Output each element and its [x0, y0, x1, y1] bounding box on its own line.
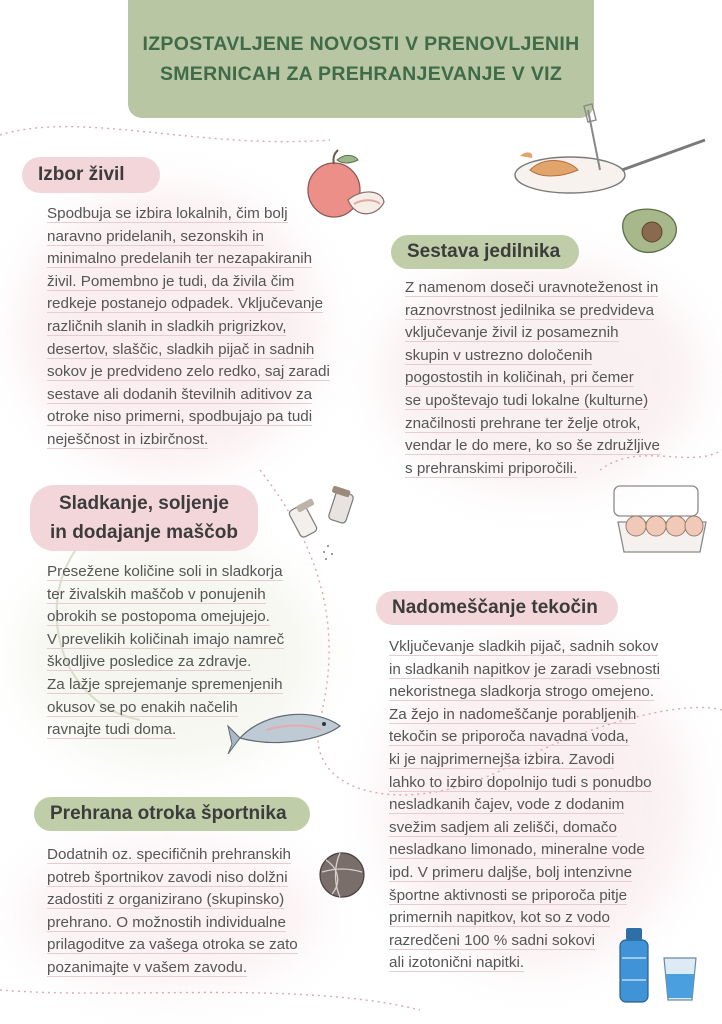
text-line: skupin v ustrezno določenih: [405, 346, 593, 364]
text-line: nesladkanih čajev, vode z dodanim: [389, 796, 625, 814]
salt-pepper-icon: [286, 484, 366, 564]
izbor-heading-text: Izbor živil: [38, 164, 125, 185]
text-line: Spodbuja se izbira lokalnih, čim bolj: [47, 205, 288, 222]
text-line: raznovrstnost jedilnika se predvideva: [405, 301, 655, 319]
text-line: značilnosti prehrane ter želje otrok,: [405, 414, 641, 432]
text-line: živil. Pomembno je tudi, da živila čim: [47, 272, 295, 290]
text-line: s prehranskimi priporočili.: [405, 459, 578, 477]
sladkanje-heading-line-2: in dodajanje maščob: [50, 522, 238, 543]
text-line: pozanimajte v vašem zavodu.: [47, 958, 248, 976]
text-line: ki je najprimernejša izbira. Zavodi: [389, 750, 615, 768]
text-line: desertov, slaščic, sladkih pijač in sadnih: [47, 340, 315, 358]
frying-pan-icon: [500, 100, 710, 200]
title-line-2: SMERNICAH ZA PREHRANJEVANJE V VIZ: [159, 63, 563, 85]
text-line: vendar le do mere, ko so še združljive: [405, 437, 660, 455]
text-line: sestave ali dodanih številnih aditivov za: [47, 385, 313, 403]
text-line: tekočin se priporoča navadna voda,: [389, 728, 629, 746]
sladkanje-heading: [30, 485, 258, 551]
nadomescanje-body: [389, 636, 709, 975]
sestava-body: [405, 277, 705, 480]
text-line: nekoristnega sladkorja strogo omejeno.: [389, 683, 655, 701]
text-line: prehrano. O možnostih individualne: [47, 913, 286, 931]
text-line: redkeje postanejo odpadek. Vključevanje: [47, 295, 324, 313]
text-line: in sladkanih napitkov je zaradi vsebnosti: [389, 660, 661, 678]
text-line: potreb športnikov zavodi niso dolžni: [47, 868, 288, 886]
text-line: Dodatnih oz. specifičnih prehranskih: [47, 846, 291, 863]
avocado-icon: [620, 206, 680, 258]
text-line: Za lažje sprejemanje spremenjenih: [47, 675, 283, 693]
text-line: zadostiti z organizirano (skupinsko): [47, 891, 285, 909]
text-line: sokov je predvideno zelo redko, saj zaradi: [47, 363, 330, 381]
title-line-1: IZPOSTAVLJENE NOVOSTI V PRENOVLJENIH: [142, 33, 580, 55]
text-line: ali izotonični napitki.: [389, 954, 525, 972]
nadomescanje-heading: [376, 591, 618, 625]
text-line: razredčeni 100 % sadni sokovi: [389, 931, 595, 949]
text-line: Vključevanje sladkih pijač, sadnih sokov: [389, 638, 659, 655]
text-line: svežim sadjem ali zelišči, domačo: [389, 818, 617, 836]
water-bottle-icon: [612, 924, 656, 1006]
sestava-heading-text: Sestava jedilnika: [407, 241, 561, 262]
text-line: vključevanje živil iz posameznih: [405, 324, 619, 342]
eggs-carton-icon: [610, 482, 714, 560]
basketball-icon: [318, 850, 366, 900]
text-line: naravno pridelanih, sezonskih in: [47, 227, 264, 245]
text-line: primernih napitkov, kot so z vodo: [389, 909, 610, 927]
text-line: obrokih se postopoma omejujejo.: [47, 608, 270, 626]
text-line: škodljive posledice za zdravje.: [47, 653, 252, 671]
text-line: se upoštevajo tudi lokalne (kulturne): [405, 391, 649, 409]
sestava-heading: [391, 235, 579, 269]
text-line: Presežene količine soli in sladkorja: [47, 563, 283, 580]
text-line: pogostostih in količinah, pri čemer: [405, 369, 634, 387]
fish-icon: [226, 700, 346, 756]
sportnik-heading-text: Prehrana otroka športnika: [50, 803, 287, 824]
text-line: prilagoditve za vašega otroka se zato: [47, 936, 298, 954]
sportnik-heading: [34, 797, 310, 831]
text-line: ipd. V primeru daljše, bolj intenzivne: [389, 863, 633, 881]
izbor-heading: [22, 157, 160, 193]
text-line: Za žejo in nadomeščanje porabljenih: [389, 705, 637, 723]
text-line: ter živalskih maščob v ponujenih: [47, 585, 266, 603]
text-line: V prevelikih količinah imajo namreč: [47, 630, 285, 648]
text-line: nesladkano limonado, mineralne vode: [389, 841, 645, 859]
text-line: otroke niso primerni, spodbujajo pa tudi: [47, 408, 313, 426]
izbor-body: [47, 203, 357, 452]
text-line: minimalno predelanih ter nezapakiranih: [47, 250, 313, 268]
text-line: ravnajte tudi doma.: [47, 721, 177, 739]
sladkanje-heading-line-1: Sladkanje, soljenje: [58, 493, 230, 514]
text-line: lahko to izbiro dopolnijo tudi s ponudbo: [389, 773, 652, 791]
water-glass-icon: [660, 954, 700, 1004]
sportnik-body: [47, 844, 327, 980]
text-line: športne aktivnosti se priporoča pitje: [389, 886, 628, 904]
text-line: Z namenom doseči uravnoteženost in: [405, 279, 659, 296]
text-line: okusov se po enakih načelih: [47, 698, 238, 716]
text-line: neješčnost in izbirčnost.: [47, 430, 209, 448]
nadomescanje-heading-text: Nadomeščanje tekočin: [392, 597, 598, 618]
apple-icon: [302, 148, 388, 224]
text-line: različnih slanih in sladkih prigrizkov,: [47, 317, 287, 335]
